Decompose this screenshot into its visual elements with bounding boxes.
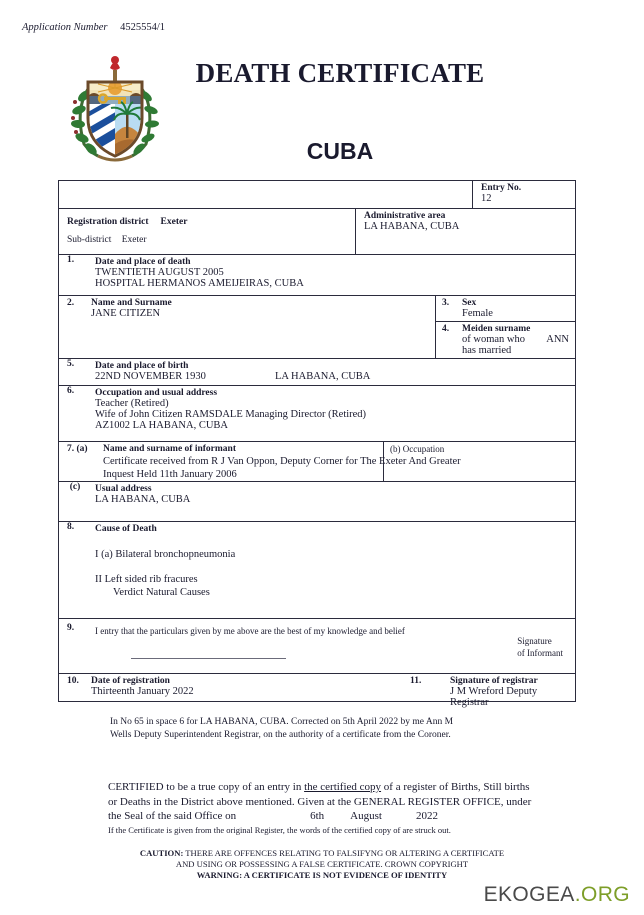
row-7c-number: (c) [69, 482, 81, 492]
registration-district-cell [59, 209, 355, 254]
administrative-area-value: LA HABANA, CUBA [364, 221, 460, 232]
row-11-value: J M Wreford Deputy Registrar [450, 686, 538, 708]
row-7c-value: LA HABANA, CUBA [95, 494, 191, 505]
caution-text-1: THERE ARE OFFENCES RELATING TO FALSIFYNG OR ALTERING A CERTIFICATE [183, 848, 505, 858]
certified-line-1 [108, 780, 538, 795]
application-number [22, 22, 165, 33]
table-row-9-declaration [59, 619, 575, 674]
row-10-label: Date of registration [91, 676, 170, 686]
row-5-body [91, 359, 575, 385]
row-8-label: Cause of Death [95, 524, 157, 534]
row-2-body [91, 298, 431, 355]
row-2-value: JANE CITIZEN [91, 308, 161, 319]
row-8-number: 8. [67, 522, 75, 532]
row-1-date-of-death: TWENTIETH AUGUST 2005 [95, 267, 224, 278]
entry-no-label: Entry No. [481, 183, 522, 193]
row-10-body [91, 676, 400, 698]
cuba-coat-of-arms-icon [60, 52, 170, 170]
caution-line-1 [0, 848, 644, 859]
row-8-cause-3: Verdict Natural Causes [113, 587, 210, 598]
certification-statement [108, 780, 538, 836]
row-7a-number: 7. (a) [67, 444, 88, 454]
table-row-10-11-registration [59, 674, 575, 708]
row-5-date-of-birth: 22ND NOVEMBER 1930 [95, 371, 206, 382]
row-7b-label: (b) Occupation [390, 444, 445, 454]
row-6-occupation: Teacher (Retired) [95, 398, 169, 409]
seal-prefix: the Seal of the said Office on [108, 810, 237, 822]
sub-district-label: Sub-district [67, 235, 112, 245]
country-title: CUBA [306, 138, 374, 164]
certified-line-3 [108, 809, 538, 824]
entry-no-value: 12 [481, 193, 492, 204]
row-3-value: Female [462, 308, 493, 319]
row-2-label: Name and Surname [91, 298, 172, 308]
row-8-cause-1: I (a) Bilateral bronchopneumonia [95, 549, 236, 560]
row-7a-label: Name and surname of informant [103, 444, 236, 454]
row-4-body [462, 324, 575, 356]
watermark-main-text: EKOGEA [483, 883, 575, 906]
row-7c-body [91, 482, 575, 521]
row-3-body [462, 298, 575, 319]
table-row-5-date-place-birth [59, 359, 575, 386]
caution-keyword: CAUTION: [139, 848, 184, 858]
row-7a-line-1: Certificate received from R J Van Oppon, Deputy Corner for The Exeter And Greater [103, 456, 461, 467]
row-1-number: 1. [67, 255, 75, 265]
row-1-place-of-death: HOSPITAL HERMANOS AMEIJEIRAS, CUBA [95, 278, 304, 289]
struck-out-note: If the Certificate is given from the original Register, the words of the certified copy of are struck out. [108, 824, 451, 835]
row-3-number: 3. [442, 298, 450, 308]
row-6-label: Occupation and usual address [95, 388, 218, 398]
registration-district-line [67, 211, 351, 229]
seal-day: 6th [310, 810, 325, 822]
registration-district-value: Exeter [160, 217, 188, 227]
row-9-signature-label-2: of Informant [517, 648, 563, 658]
table-row-8-cause-of-death [59, 522, 575, 619]
row-4-value: ANN [546, 334, 569, 345]
row-7a-line-2: Inquest Held 11th January 2006 [103, 469, 237, 480]
row-8-body [91, 522, 575, 618]
row-11-number: 11. [410, 676, 422, 686]
row-4-sub-line [462, 334, 575, 345]
certificate-table [58, 180, 576, 708]
caution-line-2: AND USING OR POSSESSING A FALSE CERTIFICATE. CROWN COPYRIGHT [175, 859, 469, 869]
table-row-1-date-place-death [59, 255, 575, 296]
row-5-value-line [95, 371, 571, 382]
certified-part-2: of a register of Births, Still births [381, 781, 530, 793]
table-row-entry-no [59, 181, 575, 209]
row-6-body [91, 386, 575, 441]
application-number-label: Application Number [22, 22, 108, 33]
row-10-cell [59, 674, 404, 701]
row-7a-informant-details [103, 455, 461, 481]
ekogea-watermark [484, 883, 630, 907]
table-row-registration-district [59, 209, 575, 255]
row-4-sub-label-1: of woman who [462, 334, 525, 345]
application-number-value: 4525554/1 [120, 22, 165, 33]
watermark-tld-text: .ORG [574, 883, 630, 906]
row-9-signature-caption [517, 635, 563, 659]
entry-no-cell [472, 181, 575, 208]
entry-row-blank-cell [59, 181, 472, 208]
administrative-area-label: Administrative area [364, 211, 446, 221]
table-row-6-occupation-address [59, 386, 575, 442]
informant-signature-line[interactable] [131, 658, 286, 659]
row-2-right-stack [435, 296, 575, 358]
row-10-value: Thirteenth January 2022 [91, 686, 194, 697]
table-row-7c-usual-address [59, 482, 575, 522]
certified-part-1: CERTIFIED to be a true copy of an entry in [108, 781, 305, 793]
row-8-causes [95, 534, 571, 599]
seal-year: 2022 [415, 810, 438, 822]
row-5-number: 5. [67, 359, 75, 369]
row-2-name-cell [59, 296, 435, 358]
row-10-number: 10. [67, 676, 79, 686]
row-5-place-of-birth: LA HABANA, CUBA [275, 371, 371, 382]
table-row-2-name-sex-maiden [59, 296, 575, 359]
row-1-body [91, 255, 575, 295]
table-row-7a-informant [59, 442, 575, 482]
correction-note [110, 716, 530, 742]
row-1-label: Date and place of death [95, 257, 191, 267]
row-7c-label: Usual address [95, 484, 152, 494]
correction-line-2: Wells Deputy Superintendent Registrar, on the authority of a certificate from the Coroner. [110, 730, 451, 740]
row-4-label: Meiden surname [462, 324, 531, 334]
seal-month: August [350, 810, 382, 822]
row-4-sub-label-2: has married [462, 345, 512, 356]
administrative-area-cell [355, 209, 575, 254]
row-9-number: 9. [67, 623, 75, 633]
sub-district-value: Exeter [121, 235, 147, 245]
row-6-spouse: Wife of John Citizen RAMSDALE Managing Director (Retired) [95, 409, 367, 420]
row-2-number: 2. [67, 298, 75, 308]
row-11-cell [404, 674, 575, 708]
sub-district-line [67, 235, 147, 245]
caution-warning-block [0, 848, 644, 881]
warning-line: WARNING: A CERTIFICATE IS NOT EVIDENCE OF IDENTITY [196, 870, 448, 880]
correction-line-1: In No 65 in space 6 for LA HABANA, CUBA. Corrected on 5th April 2022 by me Ann M [110, 717, 454, 727]
row-11-label: Signature of registrar [450, 676, 538, 686]
row-4-number: 4. [442, 324, 450, 334]
table-row-4-maiden-surname [436, 321, 575, 358]
page-title: DEATH CERTIFICATE [195, 58, 485, 88]
row-8-cause-2: II Left sided rib fracures [95, 574, 198, 585]
row-8-spacer [95, 561, 571, 573]
row-5-label: Date and place of birth [95, 361, 189, 371]
registration-district-label: Registration district [67, 217, 149, 227]
row-9-signature-label-1: Signature [517, 636, 552, 646]
certified-line-2: or Deaths in the District above mentioned. Given at the GENERAL REGISTER OFFICE, under [108, 795, 532, 808]
row-6-number: 6. [67, 386, 75, 396]
row-11-body [450, 676, 571, 708]
certified-copy-underlined: the certified copy [304, 781, 382, 793]
row-9-body [91, 619, 575, 673]
table-row-3-sex [436, 296, 575, 321]
row-6-address: AZ1002 LA HABANA, CUBA [95, 420, 229, 431]
row-3-label: Sex [462, 298, 477, 308]
row-9-statement: I entry that the particulars given by me above are the best of my knowledge and belief [95, 626, 405, 636]
